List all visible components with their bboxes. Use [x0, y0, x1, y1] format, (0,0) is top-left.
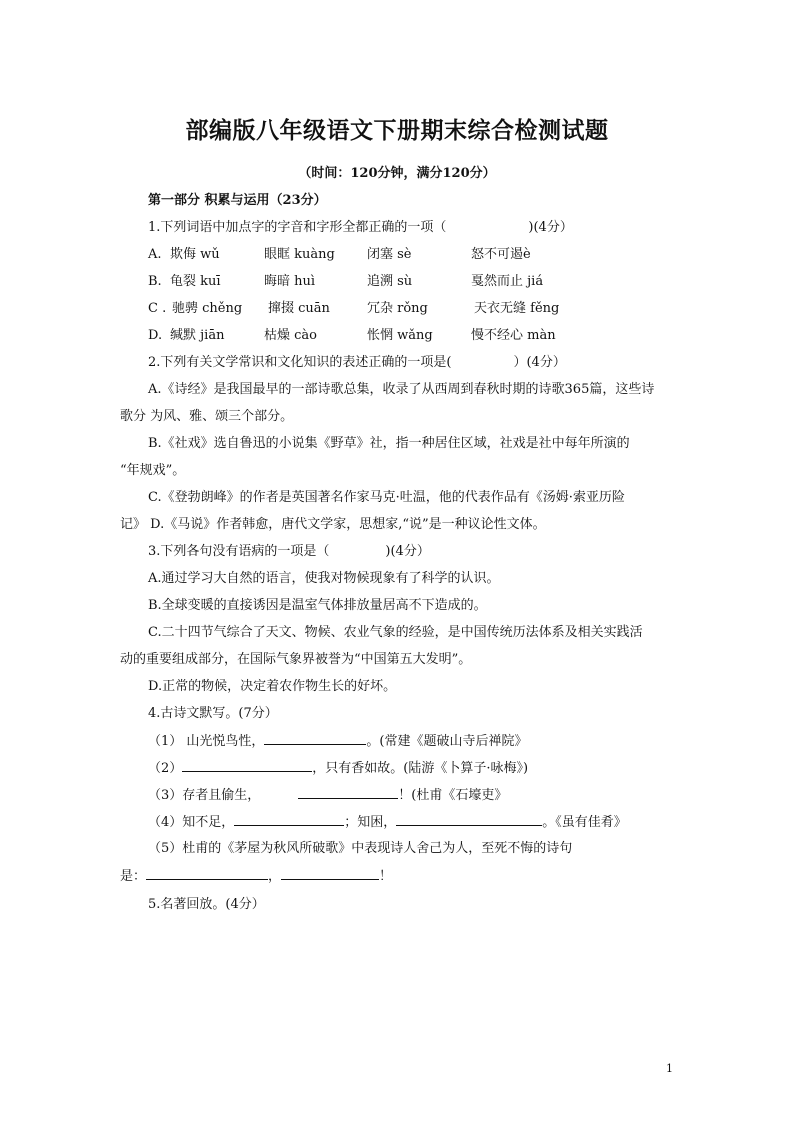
q1-option-b-3: 追溯 sù	[367, 274, 413, 289]
q4-item-1-suffix: 。(常建《题破山寺后禅院》	[366, 734, 528, 749]
q2-stem-text: 2.下列有关文学常识和文化知识的表述正确的一项是(	[148, 355, 452, 370]
q2-option-b-line1: B.《社戏》选自鲁迅的小说集《野草》社，指一种居住区域，社戏是社中每年所演的	[148, 436, 630, 451]
q1-option-c-label: C .	[148, 301, 167, 316]
answer-blank[interactable]	[298, 786, 398, 799]
q4-item-5-line1: （5）杜甫的《茅屋为秋风所破歌》中表现诗人舍己为人，至死不悔的诗句	[148, 841, 573, 856]
q4-item-2-suffix: ，只有香如故。(陆游《卜算子·咏梅》)	[312, 761, 529, 776]
q3-option-a: A.通过学习大自然的语言，使我对物候现象有了科学的认识。	[148, 571, 500, 586]
q2-option-c-line1: C.《登勃朗峰》的作者是英国著名作家马克·吐温，他的代表作品有《汤姆·索亚历险	[148, 490, 625, 505]
answer-blank[interactable]	[396, 813, 542, 826]
q4-item-1-prefix: （1） 山光悦鸟性，	[148, 734, 265, 749]
q1-option-b-2: 晦暗 huì	[264, 274, 316, 289]
q1-option-b-4: 戛然而止 jiá	[471, 274, 544, 289]
q2-score: ）(4分）	[513, 355, 566, 370]
q1-option-d-3: 怅惘 wǎng	[367, 328, 433, 343]
q1-option-a-2: 眼眶 kuàng	[264, 247, 335, 262]
q1-option-c-1: 驰骋 chěng	[172, 301, 243, 316]
exam-time-score: （时间：120分钟，满分120分）	[298, 166, 496, 181]
q1-option-a-3: 闭塞 sè	[367, 247, 412, 262]
q3-score: )(4分）	[385, 544, 430, 559]
q4-item-3	[148, 786, 507, 805]
q4-stem: 4.古诗文默写。(7分）	[148, 706, 278, 721]
q1-option-b-label: B.	[148, 274, 162, 289]
q4-item-5-line2	[120, 867, 392, 886]
q4-item-4	[148, 813, 627, 832]
q1-option-c-3: 冗杂 rǒng	[367, 301, 428, 316]
q4-item-4-middle: ；知困，	[344, 815, 397, 830]
q4-item-3-prefix: （3）存者且偷生，	[148, 788, 261, 803]
q4-item-1	[148, 732, 527, 751]
q1-option-c-2: 撺掇 cuān	[268, 301, 330, 316]
answer-blank[interactable]	[281, 867, 379, 880]
q1-option-d-label: D.	[148, 328, 163, 343]
q5-stem: 5.名著回放。(4分）	[148, 897, 265, 912]
q1-option-c-4: 天衣无缝 fěng	[474, 301, 560, 316]
q1-option-a-4: 怒不可遏è	[471, 247, 531, 262]
answer-blank[interactable]	[264, 732, 366, 745]
q4-item-5-suffix: ！	[379, 869, 393, 884]
q1-option-a-1: 欺侮 wǔ	[170, 247, 220, 262]
q1-option-d-4: 慢不经心 màn	[471, 328, 556, 343]
answer-blank[interactable]	[146, 867, 268, 880]
q2-option-c-line2: 记》 D.《马说》作者韩愈，唐代文学家，思想家,“说”是一种议论性文体。	[120, 517, 546, 532]
q1-option-b-1: 龟裂 kuī	[170, 274, 221, 289]
q2-option-a-line1: A.《诗经》是我国最早的一部诗歌总集，收录了从西周到春秋时期的诗歌365篇，这些诗	[148, 382, 655, 397]
q1-option-a-label: A.	[148, 247, 162, 262]
q3-option-d: D.正常的物候，决定着农作物生长的好坏。	[148, 679, 397, 694]
q3-stem	[148, 543, 430, 561]
q4-item-5-prefix: 是：	[120, 869, 147, 884]
q4-item-4-suffix: 。《虽有佳肴》	[542, 815, 627, 830]
q4-item-4-prefix: （4）知不足，	[148, 815, 235, 830]
answer-blank[interactable]	[234, 813, 344, 826]
q4-item-3-suffix: ！(杜甫《石壕吏》	[398, 788, 508, 803]
q4-item-2	[148, 759, 528, 778]
q1-stem	[148, 219, 573, 237]
q2-option-b-line2: “年规戏”。	[120, 463, 186, 478]
q1-score: )(4分）	[528, 220, 573, 235]
q3-option-b: B.全球变暖的直接诱因是温室气体排放量居高不下造成的。	[148, 598, 487, 613]
q1-option-d-2: 枯燥 cào	[264, 328, 317, 343]
page-title: 部编版八年级语文下册期末综合检测试题	[185, 117, 609, 144]
q2-stem	[148, 354, 566, 372]
q2-option-a-line2: 歌分 为风、雅、颂三个部分。	[120, 409, 294, 424]
page-number: 1	[666, 1062, 673, 1075]
q3-option-c-line1: C.二十四节气综合了天文、物候、农业气象的经验，是中国传统历法体系及相关实践活	[148, 625, 643, 640]
q4-item-5-middle: ，	[268, 869, 282, 884]
answer-blank[interactable]	[182, 759, 312, 772]
q1-option-d-1: 缄默 jiān	[170, 328, 225, 343]
part-heading: 第一部分 积累与运用（23分）	[148, 193, 327, 208]
q3-stem-text: 3.下列各句没有语病的一项是（	[148, 544, 330, 559]
q3-option-c-line2: 动的重要组成部分，在国际气象界被誉为“中国第五大发明”。	[120, 652, 472, 667]
q4-item-2-prefix: （2）	[148, 761, 183, 776]
q1-stem-text: 1.下列词语中加点字的字音和字形全都正确的一项（	[148, 220, 447, 235]
